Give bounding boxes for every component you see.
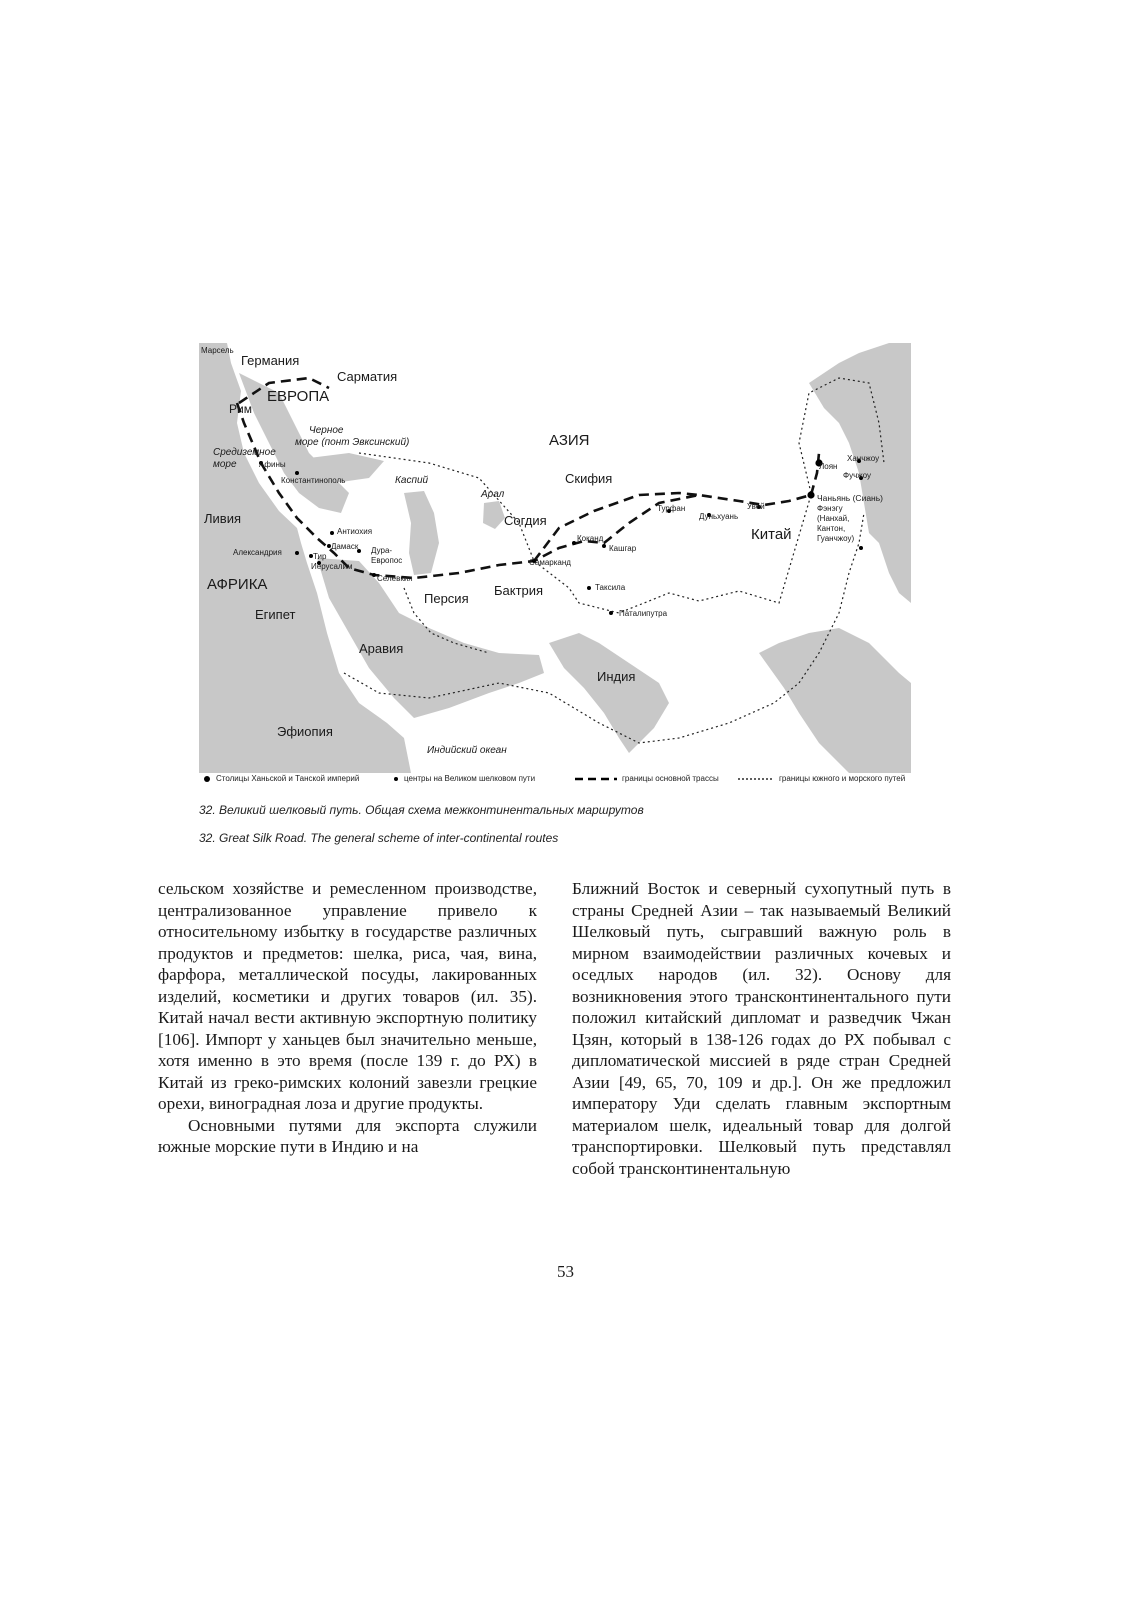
label-alexandria: Александрия — [233, 548, 282, 557]
legend-centers — [393, 774, 535, 783]
label-damascus: Дамаск — [331, 542, 359, 551]
label-dura: Дура- — [371, 546, 393, 555]
paragraph-left-2: Основными путями для экспорта служили южные морские пути в Индию и на — [158, 1115, 537, 1156]
page-number: 53 — [557, 1262, 574, 1281]
label-fenghu-3: Кантон, — [817, 524, 846, 533]
label-tyre: Тир — [313, 552, 327, 561]
label-sogdia: Согдия — [504, 513, 547, 528]
label-constantinople: Константинополь — [281, 476, 346, 485]
legend-south-sea — [738, 774, 905, 783]
label-seleucia: Селевкия — [377, 574, 413, 583]
label-fenghu: Фэнэгу — [817, 504, 843, 513]
capital-marker-changan — [807, 491, 814, 498]
caption-en: 32. Great Silk Road. The general scheme of inter-continental routes — [199, 831, 559, 845]
label-black-sea-2: море (понт Эвксинский) — [295, 437, 410, 448]
label-rome: Рим — [229, 402, 252, 416]
label-changan: Чаньянь (Сиань) — [817, 493, 883, 503]
label-hangzhou: Ханчжоу — [847, 454, 880, 463]
label-asia: АЗИЯ — [549, 432, 590, 449]
label-fenghu-2: (Нанхай, — [817, 514, 850, 523]
label-africa: АФРИКА — [207, 576, 268, 593]
label-europe: ЕВРОПА — [267, 388, 330, 405]
label-mediterranean-2: море — [213, 459, 237, 470]
label-kokand: Коканд — [577, 534, 604, 543]
label-jerusalem: Иерусалим — [311, 562, 353, 571]
paragraph-right-1: Ближний Восток и северный сухопутный путь в страны Средней Азии – так называемый Великий Шелковый путь, сыгравший важную роль в мирном взаимодействии различных кочевых и оседлых народов (ил. 32). Основу для возникновения этого трансконтинентального пути положил китайский дипломат и разведчик Чжан Цзян, который в 138-126 годах до РХ побывал с дипломатической миссией в ряде стран Средней Азии [49, 65, 70, 109 и др.]. Он же предложил императору Уди сделать главным экспортным материалом шелк, идеальный товар для долгой транспортировки. Шелковый путь представлял собой трансконтинентальную — [572, 879, 951, 1178]
label-marseille: Марсель — [201, 346, 234, 355]
label-caspian: Каспий — [395, 475, 429, 486]
map-svg — [199, 343, 911, 773]
label-bactria: Бактрия — [494, 583, 544, 598]
text-column-left — [158, 878, 537, 1158]
legend-centers-label: центры на Великом шелковом пути — [404, 774, 536, 783]
label-china: Китай — [751, 526, 792, 543]
paragraph-left-1: сельском хозяйстве и ремесленном производстве, централизованное управление привело к относительному избытку в государстве различных продуктов и предметов: шелка, риса, чая, вина, фарфора, металлической посуды, лакированных изделий, косметики и других товаров (ил. 35). Китай начал вести активную экспортную политику [106]. Импорт у ханьцев был значительно меньше, хотя именно в это время (после 139 г. до РХ) в Китай из греко-римских колоний завезли грецкие орехи, виноградная лоза и другие продукты. — [158, 879, 537, 1113]
label-athens: Афины — [259, 460, 286, 469]
label-kashgar: Кашгар — [609, 544, 637, 553]
legend-dashed-line-icon — [575, 776, 617, 782]
label-germany: Германия — [241, 353, 300, 368]
label-fuzhou: Фучжоу — [843, 471, 871, 480]
caption-ru: 32. Великий шелковый путь. Общая схема межконтинентальных маршрутов — [199, 803, 644, 817]
label-dunhuang: Дуньхуань — [699, 512, 739, 521]
label-sarmatia: Сарматия — [337, 369, 398, 384]
label-antioch: Антиохия — [337, 527, 373, 536]
center-marker-seleucia — [372, 573, 376, 577]
legend-main-route-label: границы основной трассы — [622, 774, 719, 783]
silk-road-map — [199, 343, 911, 773]
legend-capital-dot-icon — [203, 775, 211, 783]
center-marker-fenghu — [859, 546, 863, 550]
label-indian-ocean: Индийский океан — [427, 745, 507, 756]
label-egypt: Египет — [255, 607, 296, 622]
legend-dotted-line-icon — [738, 776, 774, 782]
legend-capitals-label: Столицы Ханьской и Танской империй — [216, 774, 360, 783]
center-marker-kokand — [572, 541, 576, 545]
label-samarkand: Самарканд — [529, 558, 571, 567]
legend-capitals — [203, 774, 359, 783]
label-taxila: Таксила — [595, 583, 626, 592]
label-persia: Персия — [424, 591, 469, 606]
legend-center-dot-icon — [393, 776, 399, 782]
label-turfan: Турфан — [657, 504, 686, 513]
label-pataliputra: Паталипутра — [619, 609, 668, 618]
label-uvei: Увей — [747, 502, 765, 511]
center-marker-antioch — [330, 531, 334, 535]
label-mediterranean: Средиземное — [213, 447, 276, 458]
legend-main-route — [575, 774, 719, 783]
center-marker-kashgar — [602, 544, 606, 548]
map-legend — [203, 774, 923, 788]
label-dura-2: Европос — [371, 556, 403, 565]
center-marker-pataliputra — [609, 611, 613, 615]
label-arabia: Аравия — [359, 641, 404, 656]
center-marker-taxila — [587, 586, 591, 590]
center-marker-constantinople — [295, 471, 299, 475]
text-column-right — [572, 878, 951, 1179]
label-luoyang: Лоян — [819, 462, 838, 471]
label-ethiopia: Эфиопия — [277, 724, 333, 739]
label-libya: Ливия — [204, 511, 242, 526]
legend-south-sea-label: границы южного и морского путей — [779, 774, 906, 783]
label-india: Индия — [597, 669, 636, 684]
center-marker-alexandria — [295, 551, 299, 555]
label-fenghu-4: Гуанчжоу) — [817, 534, 855, 543]
label-scythia: Скифия — [565, 471, 613, 486]
label-black-sea: Черное — [309, 425, 344, 436]
label-aral: Арал — [481, 489, 505, 500]
